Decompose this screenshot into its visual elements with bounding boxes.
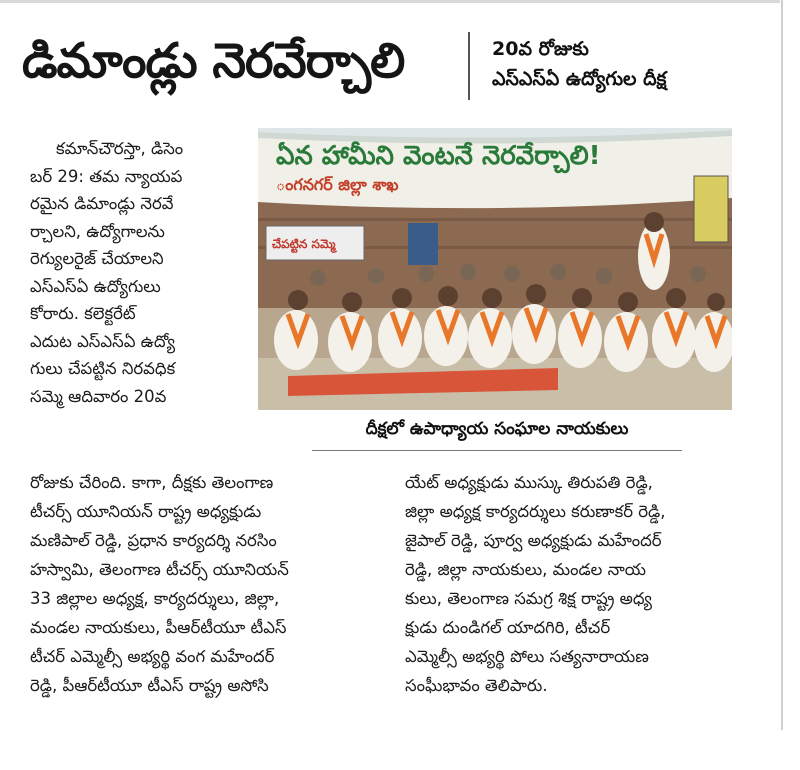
body-line: జిల్లా అధ్యక్ష కార్యదర్శులు కరుణాకర్ రెడ్డి, [405, 502, 666, 521]
banner-text: ంగనగర్ జిల్లా శాఖ [276, 175, 399, 194]
body-column-right [405, 468, 745, 700]
body-line: కులు, తెలంగాణ సమగ్ర శిక్ష రాష్ట్ర అధ్య [405, 589, 652, 608]
caption-underline [312, 450, 682, 451]
body-column-left-top [30, 135, 245, 410]
side-banner-text: చేపట్టిన సమ్మె [272, 237, 336, 251]
body-line: ఎదుట ఎస్ఎస్ఏ ఉద్యో [30, 331, 176, 351]
news-photo [258, 128, 732, 410]
deck-line: ఎస్ఎస్ఏ ఉద్యోగుల దీక్ష [492, 68, 667, 90]
deck-line: 20వ రోజుకు [492, 38, 589, 60]
top-divider [0, 0, 780, 3]
body-line: సంఘీభావం తెలిపారు. [405, 676, 548, 695]
body-line: మండల నాయకులు, పీఆర్‌టీయూ టీఎస్ [30, 618, 287, 637]
deck [492, 34, 732, 94]
body-line: రెడ్డి, జిల్లా నాయకులు, మండల నాయ [405, 560, 646, 579]
body-line: సమ్మె ఆదివారం 20వ [30, 386, 167, 406]
body-line: రెడ్డి, పీఆర్‌టీయూ టీఎస్ రాష్ట్ర అసోసి [30, 676, 269, 695]
body-line: రోజుకు చేరింది. కాగా, దీక్షకు తెలంగాణ [30, 473, 274, 492]
body-line: క్షుడు దుండిగల్ యాదగిరి, టీచర్ [405, 618, 611, 637]
body-line: ర్చాలని, ఉద్యోగాలను [30, 221, 165, 241]
body-line: హస్వామి, తెలంగాణ టీచర్స్ యూనియన్ [30, 560, 289, 579]
headline: డిమాండ్లు నెరవేర్చాలి [22, 33, 405, 89]
body-line: ఎమ్మెల్సీ అభ్యర్థి పోలు సత్యనారాయణ [405, 647, 649, 666]
column-divider [781, 0, 783, 730]
body-line: జైపాల్ రెడ్డి, పూర్వ అధ్యక్షుడు మహేందర్ [405, 531, 662, 550]
photo-caption: దీక్షలో ఉపాధ్యాయ సంఘాల నాయకులు [365, 419, 629, 439]
body-line: టీచర్ ఎమ్మెల్సీ అభ్యర్థి వంగ మహేందర్ [30, 647, 275, 666]
banner-text: ఏన హామీని వెంటనే నెరవేర్చాలి! [276, 141, 601, 171]
body-line: రమైన డిమాండ్లు నెరవే [30, 194, 174, 213]
body-line: ఎస్ఎస్ఏ ఉద్యోగులు [30, 276, 161, 296]
body-line: కమాన్‌చౌరస్తా, డిసెం [56, 139, 184, 158]
body-line: బర్ 29: తమ న్యాయప [30, 166, 183, 186]
body-line: గులు చేపట్టిన నిరవధిక [30, 359, 176, 378]
body-line: మణిపాల్ రెడ్డి, ప్రధాన కార్యదర్శి నరసిం [30, 531, 277, 550]
body-line: యేట్ అధ్యక్షుడు ముస్కు తిరుపతి రెడ్డి, [405, 473, 653, 492]
deck-divider [468, 32, 470, 100]
body-line: కోరారు. కలెక్టరేట్ [30, 304, 136, 323]
body-line: 33 జిల్లాల అధ్యక్ష, కార్యదర్శులు, జిల్లా, [30, 589, 280, 608]
body-line: టీచర్స్ యూనియన్ రాష్ట్ర అధ్యక్షుడు [30, 502, 262, 521]
body-column-left-bottom [30, 468, 392, 700]
body-line: రెగ్యులరైజ్ చేయాలని [30, 249, 164, 268]
